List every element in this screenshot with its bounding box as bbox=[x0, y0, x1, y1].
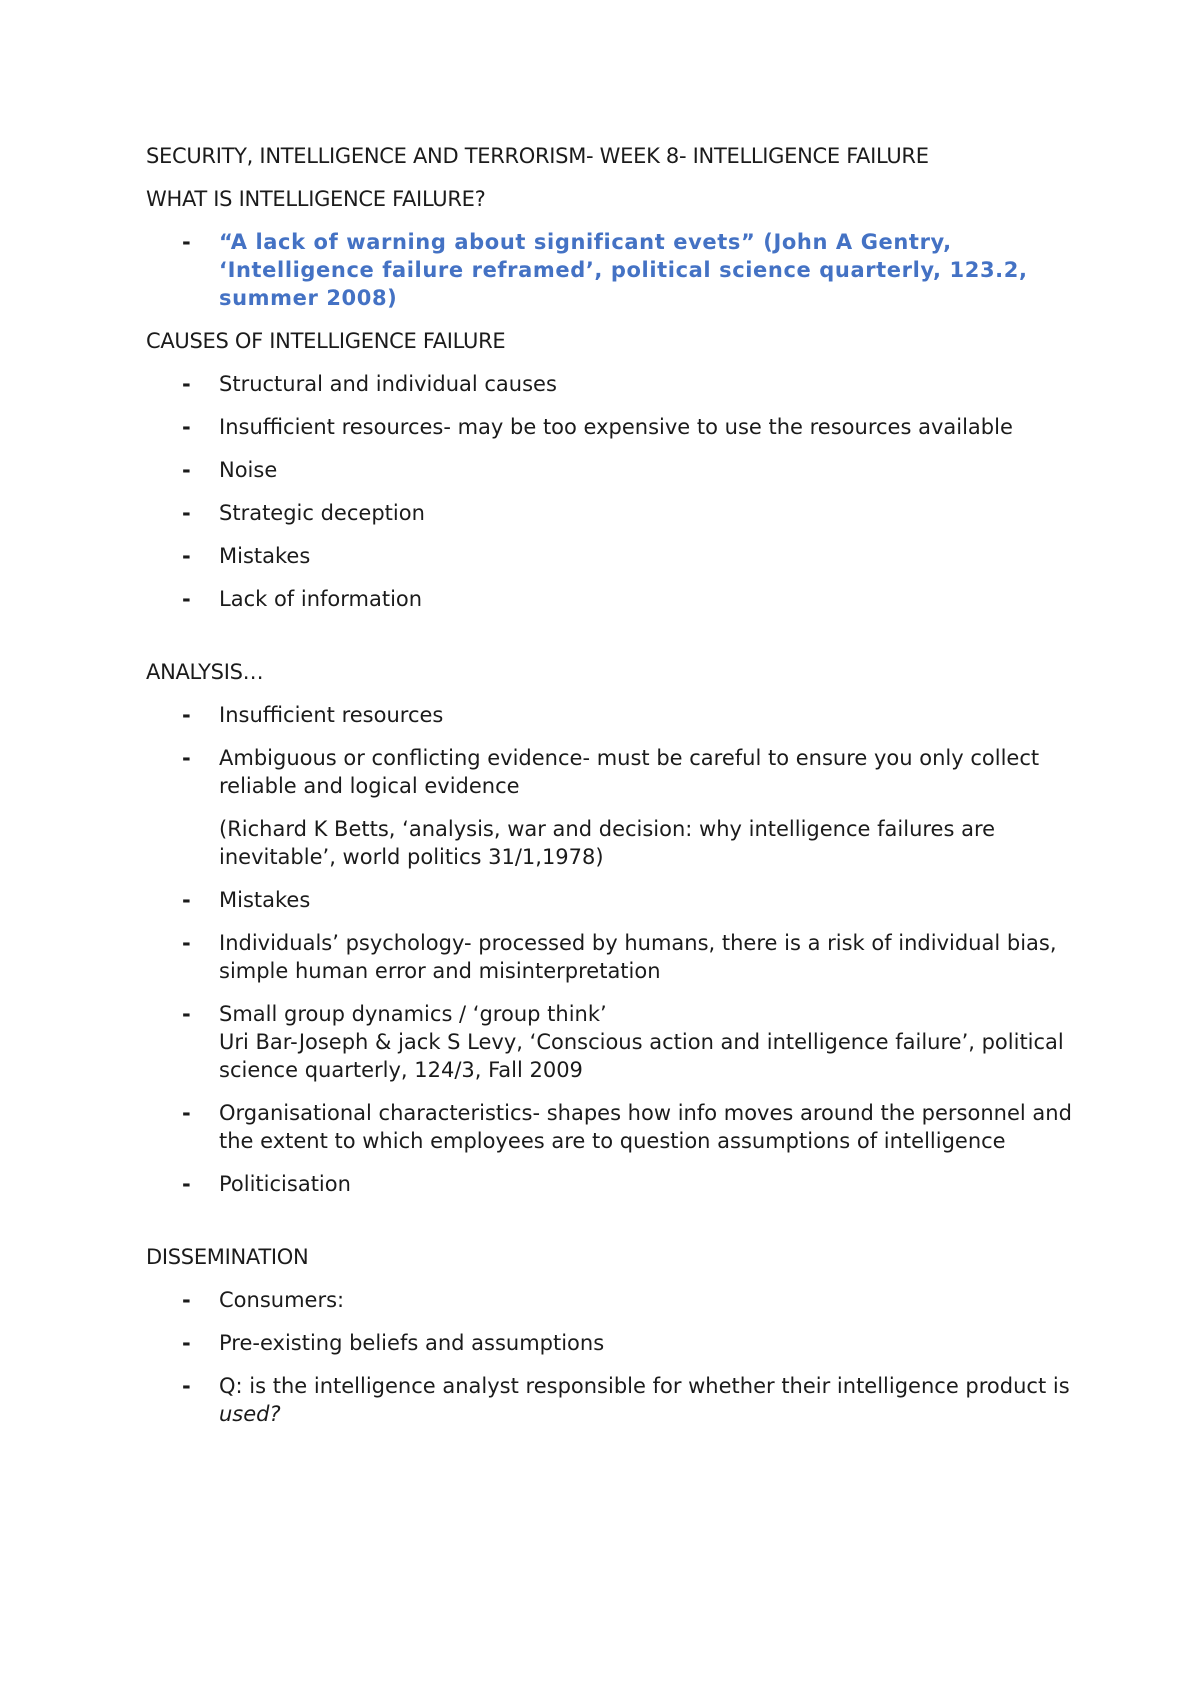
bullet-dash: - bbox=[182, 587, 191, 611]
bullet-dash: - bbox=[182, 230, 192, 254]
list-item-text: Mistakes bbox=[219, 544, 311, 568]
list-item-text: Consumers: bbox=[219, 1288, 345, 1312]
list-item bbox=[146, 701, 1090, 729]
list-item-text: Small group dynamics / ‘group think’ bbox=[219, 1002, 607, 1026]
dissemination-list bbox=[146, 1286, 1090, 1428]
document-title: SECURITY, INTELLIGENCE AND TERRORISM- WEEK 8- INTELLIGENCE FAILURE bbox=[146, 144, 929, 168]
list-item bbox=[146, 886, 1090, 914]
bullet-dash: - bbox=[182, 931, 191, 955]
list-item bbox=[146, 370, 1090, 398]
list-item-text: Pre-existing beliefs and assumptions bbox=[219, 1331, 605, 1355]
list-item-text: Ambiguous or conflicting evidence- must be careful to ensure you only collect reliable and logical evidence bbox=[219, 746, 1040, 798]
list-item bbox=[146, 744, 1090, 871]
list-item bbox=[146, 228, 1090, 312]
list-item bbox=[146, 1000, 1090, 1084]
list-item bbox=[146, 456, 1090, 484]
bullet-dash: - bbox=[182, 1101, 191, 1125]
list-item bbox=[146, 585, 1090, 613]
list-item bbox=[146, 1170, 1090, 1198]
bullet-dash: - bbox=[182, 703, 191, 727]
section-heading-analysis: ANALYSIS… bbox=[146, 660, 264, 684]
list-item-text: Individuals’ psychology- processed by humans, there is a risk of individual bias, simple human error and misinterpretation bbox=[219, 931, 1057, 983]
list-item-text: Mistakes bbox=[219, 888, 311, 912]
list-item bbox=[146, 929, 1090, 985]
list-item-text: Insufficient resources- may be too expensive to use the resources available bbox=[219, 415, 1013, 439]
list-item-text: Lack of information bbox=[219, 587, 423, 611]
list-item bbox=[146, 499, 1090, 527]
bullet-dash: - bbox=[182, 372, 191, 396]
list-item-emphasis: used? bbox=[219, 1402, 281, 1426]
list-item-text: Q: is the intelligence analyst responsible for whether their intelligence product is bbox=[219, 1374, 1070, 1398]
list-item bbox=[146, 413, 1090, 441]
bullet-dash: - bbox=[182, 888, 191, 912]
bullet-dash: - bbox=[182, 1288, 191, 1312]
list-item-text: Politicisation bbox=[219, 1172, 351, 1196]
bullet-dash: - bbox=[182, 458, 191, 482]
bullet-dash: - bbox=[182, 1331, 191, 1355]
gentry-quote: “A lack of warning about significant evets” (John A Gentry, ‘Intelligence failure reframed’, political science quarterly, 123.2, summer 2008) bbox=[219, 230, 1028, 310]
bullet-dash: - bbox=[182, 415, 191, 439]
bullet-dash: - bbox=[182, 501, 191, 525]
list-item bbox=[146, 542, 1090, 570]
what-is-list bbox=[146, 228, 1090, 312]
list-item bbox=[146, 1286, 1090, 1314]
list-item-text: Organisational characteristics- shapes how info moves around the personnel and the extent to which employees are to question assumptions of intelligence bbox=[219, 1101, 1072, 1153]
section-heading-dissemination: DISSEMINATION bbox=[146, 1245, 309, 1269]
bullet-dash: - bbox=[182, 1172, 191, 1196]
causes-list bbox=[146, 370, 1090, 613]
bullet-dash: - bbox=[182, 1374, 191, 1398]
list-item-text: Structural and individual causes bbox=[219, 372, 557, 396]
bar-joseph-citation: Uri Bar-Joseph & jack S Levy, ‘Conscious action and intelligence failure’, political science quarterly, 124/3, Fall 2009 bbox=[219, 1030, 1064, 1082]
section-heading-what-is: WHAT IS INTELLIGENCE FAILURE? bbox=[146, 187, 486, 211]
bullet-dash: - bbox=[182, 1002, 191, 1026]
list-item bbox=[146, 1372, 1090, 1428]
list-item-text: Insufficient resources bbox=[219, 703, 444, 727]
analysis-list bbox=[146, 701, 1090, 1198]
bullet-dash: - bbox=[182, 544, 191, 568]
bullet-dash: - bbox=[182, 746, 191, 770]
list-item-text: Strategic deception bbox=[219, 501, 425, 525]
list-item-text: Noise bbox=[219, 458, 278, 482]
betts-citation: (Richard K Betts, ‘analysis, war and decision: why intelligence failures are inevitable’, world politics 31/1,1978) bbox=[219, 817, 996, 869]
list-item bbox=[146, 1099, 1090, 1155]
list-item bbox=[146, 1329, 1090, 1357]
section-heading-causes: CAUSES OF INTELLIGENCE FAILURE bbox=[146, 329, 506, 353]
